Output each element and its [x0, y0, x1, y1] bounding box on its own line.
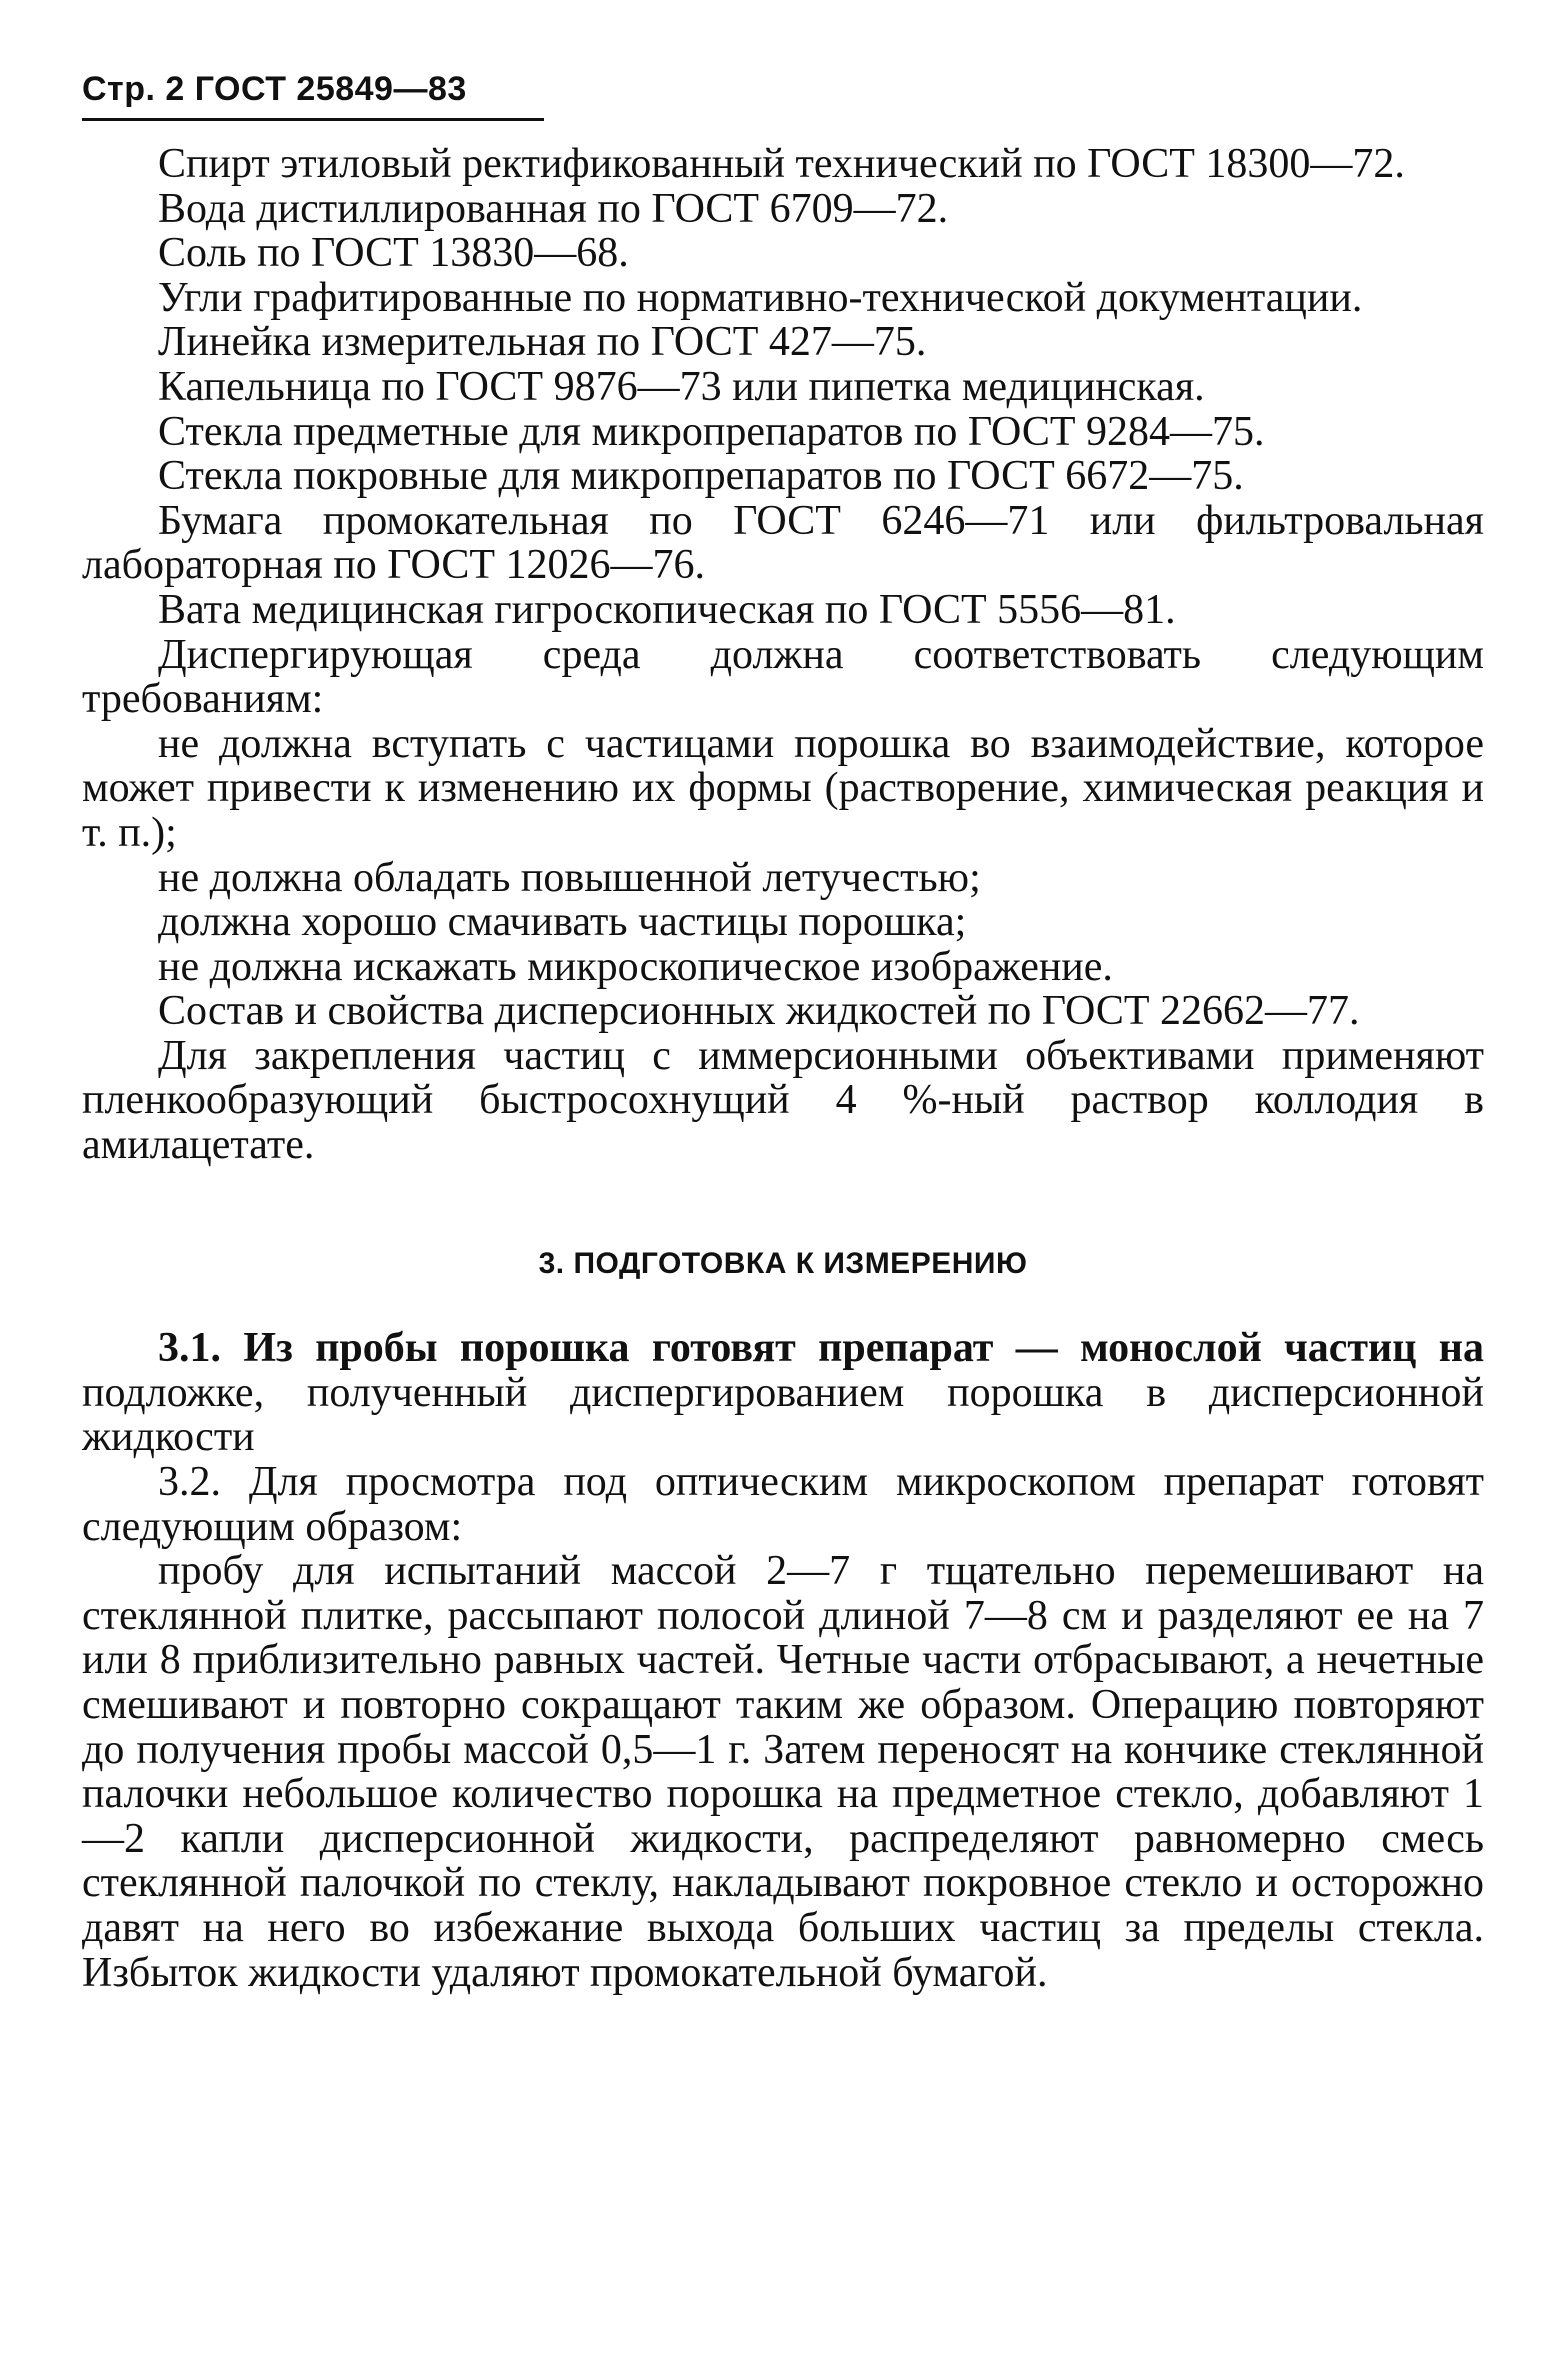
paragraph-requirement-2: не должна обладать повышенной летучестью;: [158, 854, 981, 901]
paragraph-stekla-predmetnye: Стекла предметные для микропрепаратов по ГОСТ 9284—75.: [158, 408, 1265, 455]
paragraph-vata: Вата медицинская гигроскопическая по ГОСТ 5556—81.: [158, 586, 1176, 633]
clause-3-1-rest: подложке, полученный диспергированием порошка в дисперсионной жидкости: [82, 1369, 1484, 1461]
paragraph-requirement-1: не должна вступать с частицами порошка во взаимодействие, которое может привести к изменению их формы (растворение, химическая реакция и т. п.);: [82, 720, 1484, 856]
paragraph-stekla-pokrovnye: Стекла покровные для микропрепаратов по ГОСТ 6672—75.: [158, 453, 1244, 500]
paragraph-dispersing-medium: Диспергирующая среда должна соответствовать следующим требованиям:: [82, 631, 1484, 723]
paragraph-voda: Вода дистиллированная по ГОСТ 6709—72.: [158, 185, 949, 232]
clause-3-1: [82, 1326, 1484, 1460]
header-rule: [82, 118, 544, 121]
document-body: [82, 142, 1484, 1995]
page-header: Стр. 2 ГОСТ 25849—83: [82, 70, 467, 108]
clause-3-1-lead: 3.1. Из пробы порошка готовят препарат — монослой частиц на: [158, 1325, 1484, 1372]
paragraph-ugli: Угли графитированные по нормативно-технической документации.: [158, 274, 1363, 321]
clause-3-2-body: пробу для испытаний массой 2—7 г тщательно перемешивают на стеклянной плитке, рассыпают полосой длиной 7—8 см и разделяют ее на 7 или 8 приблизительно равных частей. Четные части отбрасывают, а нечетные смешивают и повторно сокращают таким же образом. Операцию повторяют до получения пробы массой 0,5—1 г. Затем переносят на кончике стеклянной палочки небольшое количество порошка на предметное стекло, добавляют 1—2 капли дисперсионной жидкости, распределяют равномерно смесь стеклянной палочкой по стеклу, накладывают покровное стекло и осторожно давят на него во избежание выхода больших частиц за пределы стекла. Избыток жидкости удаляют промокательной бумагой.: [82, 1548, 1484, 1996]
paragraph-lineyka: Линейка измерительная по ГОСТ 427—75.: [158, 319, 927, 366]
paragraph-sol: Соль по ГОСТ 13830—68.: [158, 230, 629, 277]
paragraph-spirt: Спирт этиловый ректификованный технический по ГОСТ 18300—72.: [158, 141, 1405, 187]
clause-3-2-intro: 3.2. Для просмотра под оптическим микроскопом препарат готовят следующим образом:: [82, 1459, 1484, 1550]
paragraph-bumaga: Бумага промокательная по ГОСТ 6246—71 или фильтровальная лабораторная по ГОСТ 12026—76.: [82, 497, 1484, 589]
paragraph-fixing: Для закрепления частиц с иммерсионными объективами применяют пленкообразующий быстросохнущий 4 %-ный раствор коллодия в амилацетате.: [82, 1032, 1484, 1169]
paragraph-requirement-3: должна хорошо смачивать частицы порошка;: [158, 899, 967, 946]
paragraph-kapelnitsa: Капельница по ГОСТ 9876—73 или пипетка медицинская.: [158, 363, 1205, 410]
paragraph-liquids: Состав и свойства дисперсионных жидкостей по ГОСТ 22662—77.: [158, 988, 1360, 1035]
paragraph-requirement-4: не должна искажать микроскопическое изображение.: [158, 943, 1113, 990]
section-title: 3. ПОДГОТОВКА К ИЗМЕРЕНИЮ: [538, 1246, 1028, 1280]
